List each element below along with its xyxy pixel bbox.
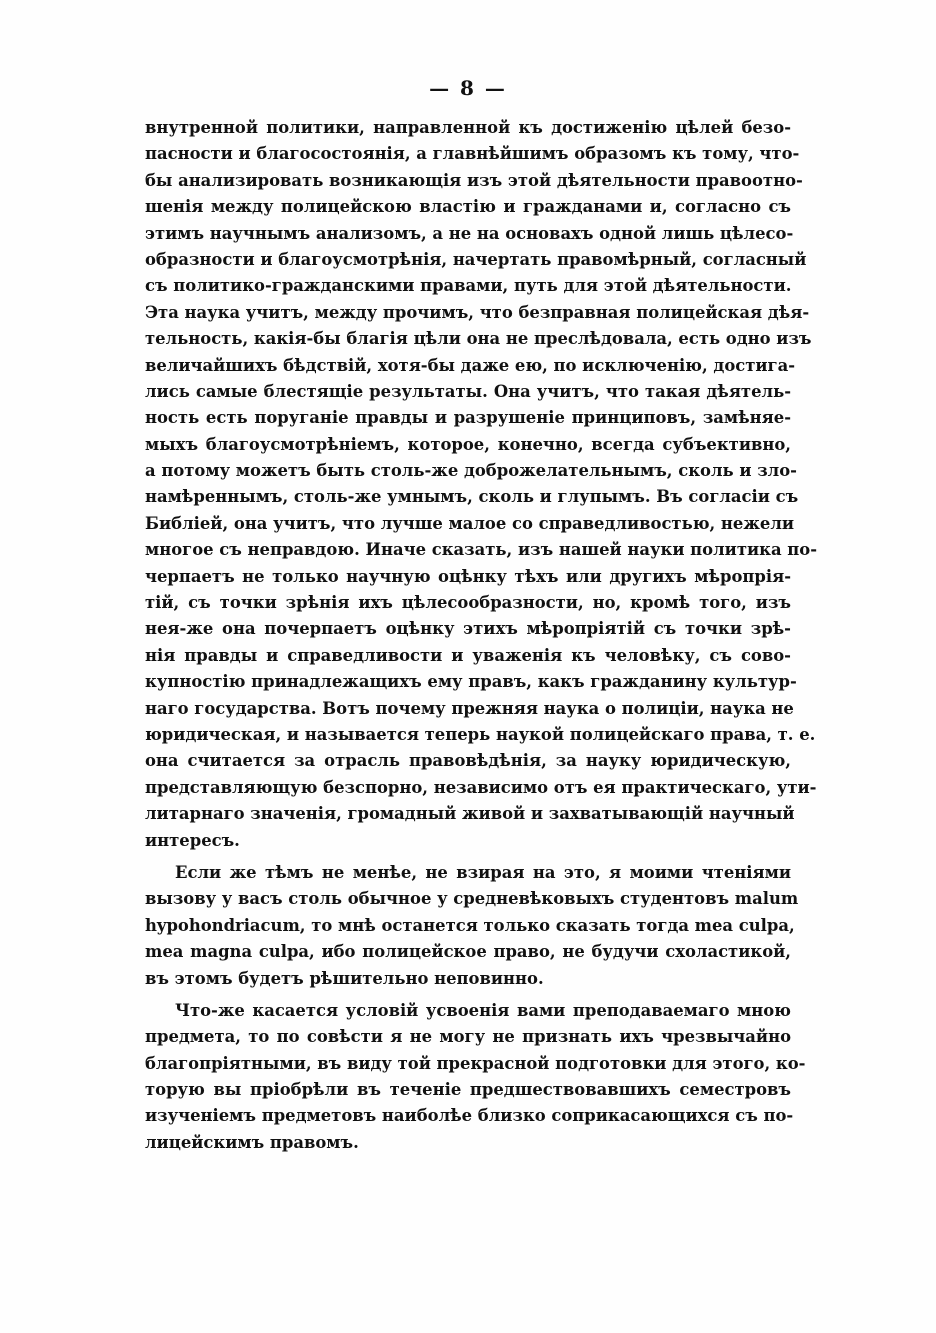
text-line: тій, съ точки зрѣнія ихъ цѣлесообразности, но, кромѣ того, изъ: [145, 593, 791, 613]
text-line: этимъ научнымъ анализомъ, а не на основахъ одной лишь цѣлесо-: [145, 223, 794, 243]
text-line: вызову у васъ столь обычное у средневѣковыхъ студентовъ malum: [145, 889, 799, 909]
text-line: въ этомъ будетъ рѣшительно неповинно.: [145, 968, 544, 988]
text-line: mea magna culpa, ибо полицейское право, не будучи схоластикой,: [145, 942, 791, 962]
text-line: юридическая, и называется теперь наукой полицейскаго права, т. е.: [145, 724, 816, 744]
text-line: черпаетъ не только научную оцѣнку тѣхъ или другихъ мѣропрія-: [145, 566, 791, 586]
text-line: образности и благоусмотрѣнія, начертать правомѣрный, согласный: [145, 249, 807, 269]
text-line: нея-же она почерпаетъ оцѣнку этихъ мѣропріятій съ точки зрѣ-: [145, 619, 791, 639]
text-line: Библіей, она учитъ, что лучше малое со справедливостью, нежели: [145, 513, 795, 533]
paragraph-3: [145, 998, 806, 1156]
text-line: изученіемъ предметовъ наиболѣе близко соприкасающихся съ по-: [145, 1106, 794, 1126]
text-line: наго государства. Вотъ почему прежняя наука о полиціи, наука не: [145, 698, 794, 718]
text-line: Если же тѣмъ не менѣе, не взирая на это, я моими чтеніями: [175, 862, 791, 882]
text-line: предмета, то по совѣсти я не могу не признать ихъ чрезвычайно: [145, 1027, 791, 1047]
text-line: нія правды и справедливости и уваженія къ человѣку, съ сово-: [145, 645, 791, 665]
text-line: лицейскимъ правомъ.: [145, 1132, 359, 1152]
text-line: литарнаго значенія, громадный живой и захватывающій научный: [145, 804, 795, 824]
text-line: пасности и благосостоянія, а главнѣйшимъ образомъ къ тому, что-: [145, 144, 800, 164]
text-line: внутренной политики, направленной къ достиженію цѣлей безо-: [145, 118, 791, 137]
text-line: величайшихъ бѣдствій, хотя-бы даже ею, по исключенію, достига-: [145, 355, 796, 375]
paragraph-2: [145, 860, 799, 992]
text-line: шенія между полицейскою властію и гражданами и, согласно съ: [145, 197, 791, 217]
text-line: намѣреннымъ, столь-же умнымъ, сколь и глупымъ. Въ согласіи съ: [145, 487, 799, 507]
text-line: Эта наука учитъ, между прочимъ, что безправная полицейская дѣя-: [145, 302, 810, 322]
text-line: купностію принадлежащихъ ему правъ, какъ гражданину культур-: [145, 672, 797, 692]
text-line: она считается за отрасль правовѣдѣнія, за науку юридическую,: [145, 751, 791, 771]
text-line: благопріятными, въ виду той прекрасной подготовки для этого, ко-: [145, 1053, 806, 1073]
text-line: тельность, какія-бы благія цѣли она не преслѣдовала, есть одно изъ: [145, 329, 812, 349]
text-line: многое съ неправдою. Иначе сказать, изъ нашей науки политика по-: [145, 540, 818, 560]
text-line: интересъ.: [145, 830, 240, 850]
text-line: Что-же касается условій усвоенія вами преподаваемаго мною: [175, 1000, 791, 1020]
text-line: съ политико-гражданскими правами, путь для этой дѣятельности.: [145, 276, 792, 296]
text-line: лись самые блестящіе результаты. Она учитъ, что такая дѣятель-: [145, 381, 791, 401]
page-number: — 8 —: [429, 76, 507, 100]
text-line: представляющую безспорно, независимо отъ ея практическаго, ути-: [145, 777, 817, 797]
text-line: hypohondriacum, то мнѣ останется только сказать тогда mea culpa,: [145, 915, 795, 935]
text-line: бы анализировать возникающія изъ этой дѣятельности правоотно-: [145, 170, 803, 190]
body-text: [145, 115, 818, 1156]
text-line: ность есть поруганіе правды и разрушеніе принциповъ, замѣняе-: [145, 408, 791, 428]
paragraph-1: [145, 115, 818, 854]
text-line: а потому можетъ быть столь-же доброжелательнымъ, сколь и зло-: [145, 461, 797, 481]
text-line: мыхъ благоусмотрѣніемъ, которое, конечно, всегда субъективно,: [145, 434, 791, 454]
text-line: торую вы пріобрѣли въ теченіе предшествовавшихъ семестровъ: [145, 1080, 791, 1100]
